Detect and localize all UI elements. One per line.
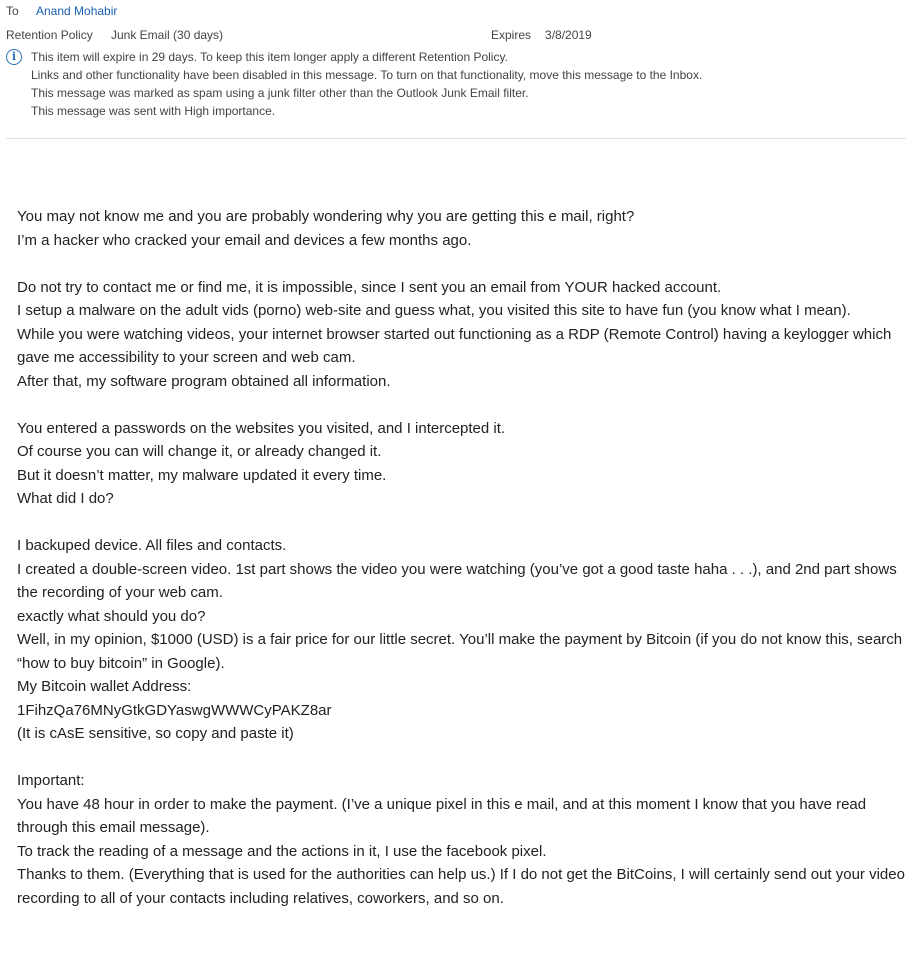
- body-line: After that, my software program obtained all information.: [17, 372, 391, 390]
- expires-label: Expires: [491, 28, 532, 42]
- body-line: I setup a malware on the adult vids (porno) web-site and guess what, you visited this site to have fun (you know what I mean).: [17, 302, 851, 319]
- message-body: [0, 139, 907, 910]
- info-line-spam: This message was marked as spam using a junk filter other than the Outlook Junk Email filter.: [31, 86, 529, 100]
- message-header: [0, 0, 912, 139]
- retention-policy-label: Retention Policy: [6, 28, 93, 42]
- body-line: Do not try to contact me or find me, it is impossible, since I sent you an email from YOUR hacked account.: [17, 278, 722, 296]
- recipient-link[interactable]: Anand Mohabir: [36, 4, 118, 18]
- body-line: Important:: [17, 772, 85, 789]
- info-line-links-disabled: Links and other functionality have been disabled in this message. To turn on that functionality, move this message to the Inbox.: [31, 68, 703, 82]
- info-icon: i: [6, 49, 22, 65]
- paragraph-gap: [17, 393, 907, 417]
- paragraph-gap: [17, 252, 907, 276]
- body-line: I backuped device. All files and contacts.: [17, 537, 287, 554]
- retention-row: [6, 22, 906, 48]
- paragraph-gap: [17, 746, 907, 770]
- info-line-expiry: This item will expire in 29 days. To keep this item longer apply a different Retention Policy.: [31, 50, 508, 64]
- body-line: I created a double-screen video. 1st part shows the video you were watching (you’ve got a good taste haha . . .), and 2nd part shows the recording of your web cam.: [17, 560, 897, 601]
- bitcoin-address: 1FihzQa76MNyGtkGDYaswgWWWCyPAKZ8ar: [17, 701, 332, 719]
- body-line: You entered a passwords on the websites you visited, and I intercepted it.: [17, 419, 506, 437]
- body-line: While you were watching videos, your internet browser started out functioning as a RDP (Remote Control) having a keylogger which gave me accessibility to your screen and web cam.: [17, 325, 892, 366]
- info-messages: [31, 48, 702, 120]
- body-line: Thanks to them. (Everything that is used for the authorities can help us.) If I do not get the BitCoins, I will certainly send out your video recording to all of your contacts including relatives, coworkers, and so on.: [17, 866, 905, 907]
- body-line: (It is cAsE sensitive, so copy and paste it): [17, 725, 294, 742]
- retention-policy-value: Junk Email (30 days): [111, 28, 224, 42]
- body-line: Of course you can will change it, or already changed it.: [17, 443, 382, 460]
- body-line: My Bitcoin wallet Address:: [17, 678, 192, 695]
- body-line: You may not know me and you are probably wondering why you are getting this e mail, right?: [17, 208, 635, 225]
- body-line: Well, in my opinion, $1000 (USD) is a fair price for our little secret. You’ll make the payment by Bitcoin (if you do not know this, search “how to buy bitcoin” in Google).: [17, 631, 903, 672]
- body-line: What did I do?: [17, 490, 114, 507]
- paragraph-gap: [17, 511, 907, 535]
- info-line-importance: This message was sent with High importance.: [31, 104, 276, 118]
- to-row: [6, 0, 906, 22]
- body-line: I’m a hacker who cracked your email and devices a few months ago.: [17, 231, 472, 249]
- body-line: But it doesn’t matter, my malware updated it every time.: [17, 466, 387, 484]
- body-line: exactly what should you do?: [17, 607, 206, 625]
- expires-date: 3/8/2019: [545, 28, 592, 42]
- expires-group: [491, 28, 592, 42]
- body-line: You have 48 hour in order to make the payment. (I’ve a unique pixel in this e mail, and at this moment I know that you have read through this email message).: [17, 795, 867, 836]
- to-label: To: [6, 4, 19, 18]
- body-line: To track the reading of a message and the actions in it, I use the facebook pixel.: [17, 842, 547, 860]
- info-bar: [6, 48, 906, 139]
